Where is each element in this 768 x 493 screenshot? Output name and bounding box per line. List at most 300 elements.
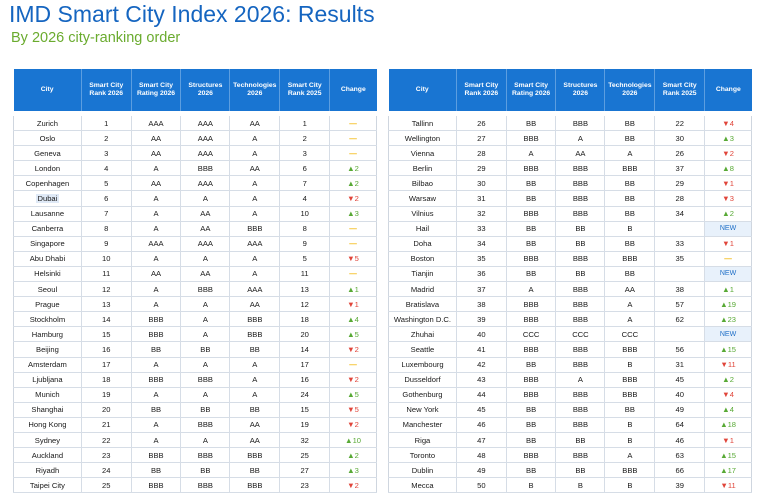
- rank-2025-cell: 27: [280, 463, 330, 478]
- rating-2026-cell: BBB: [131, 312, 181, 327]
- technologies-2026-cell: AA: [605, 282, 655, 297]
- structures-2026-cell: BBB: [181, 282, 230, 297]
- rank-2026-cell: 40: [456, 327, 506, 342]
- table-row: [14, 116, 377, 131]
- rank-2025-cell: 7: [280, 176, 330, 191]
- city-cell: Warsaw: [389, 191, 457, 206]
- structures-2026-cell: BBB: [181, 417, 230, 432]
- rank-2026-cell: 9: [81, 236, 131, 251]
- change-cell: —: [705, 251, 752, 266]
- change-cell: ▲17: [705, 463, 752, 478]
- technologies-2026-cell: BBB: [605, 387, 655, 402]
- table-row: [389, 478, 752, 493]
- structures-2026-cell: BBB: [181, 161, 230, 176]
- rank-2026-cell: 10: [81, 251, 131, 266]
- header-structures-2026: Structures 2026: [556, 69, 605, 111]
- city-cell: New York: [389, 402, 457, 417]
- table-row: [14, 417, 377, 432]
- technologies-2026-cell: B: [605, 478, 655, 493]
- technologies-2026-cell: A: [605, 297, 655, 312]
- rank-2026-cell: 39: [456, 312, 506, 327]
- city-cell: Hail: [389, 221, 457, 236]
- rating-2026-cell: BBB: [506, 372, 556, 387]
- change-cell: ▼2: [330, 372, 377, 387]
- city-cell: Auckland: [14, 448, 82, 463]
- change-cell: ▼2: [330, 191, 377, 206]
- table-row: [14, 266, 377, 281]
- structures-2026-cell: BBB: [556, 161, 605, 176]
- rank-2025-cell: 56: [655, 342, 705, 357]
- structures-2026-cell: A: [181, 357, 230, 372]
- structures-2026-cell: AA: [181, 206, 230, 221]
- rank-2026-cell: 38: [456, 297, 506, 312]
- rating-2026-cell: BB: [131, 463, 181, 478]
- city-cell: Bilbao: [389, 176, 457, 191]
- city-cell: Wellington: [389, 131, 457, 146]
- city-cell: Manchester: [389, 417, 457, 432]
- change-cell: ▼3: [705, 191, 752, 206]
- technologies-2026-cell: B: [605, 417, 655, 432]
- rating-2026-cell: BB: [506, 432, 556, 447]
- rating-2026-cell: AA: [131, 266, 181, 281]
- table-row: [389, 297, 752, 312]
- table-row: [389, 417, 752, 432]
- city-cell: Zhuhai: [389, 327, 457, 342]
- rank-2026-cell: 5: [81, 176, 131, 191]
- rating-2026-cell: AA: [131, 146, 181, 161]
- table-row: [389, 176, 752, 191]
- city-cell: Hamburg: [14, 327, 82, 342]
- change-cell: ▲3: [705, 131, 752, 146]
- rating-2026-cell: BBB: [506, 297, 556, 312]
- city-cell: Riyadh: [14, 463, 82, 478]
- technologies-2026-cell: AAA: [230, 282, 280, 297]
- city-cell: Luxembourg: [389, 357, 457, 372]
- table-row: [14, 131, 377, 146]
- table-row: [389, 387, 752, 402]
- change-cell: NEW: [705, 266, 752, 281]
- rank-2026-cell: 44: [456, 387, 506, 402]
- table-row: [389, 312, 752, 327]
- city-cell: Abu Dhabi: [14, 251, 82, 266]
- technologies-2026-cell: A: [605, 312, 655, 327]
- rank-2026-cell: 27: [456, 131, 506, 146]
- change-cell: ▲8: [705, 161, 752, 176]
- structures-2026-cell: AA: [181, 221, 230, 236]
- rank-2026-cell: 26: [456, 116, 506, 131]
- technologies-2026-cell: A: [230, 191, 280, 206]
- change-cell: ▲15: [705, 342, 752, 357]
- table-row: [14, 251, 377, 266]
- structures-2026-cell: BBB: [556, 417, 605, 432]
- header-rank-2025: Smart City Rank 2025: [280, 69, 330, 111]
- rank-2026-cell: 8: [81, 221, 131, 236]
- rank-2025-cell: 1: [280, 116, 330, 131]
- header-technologies-2026: Technologies 2026: [230, 69, 280, 111]
- rating-2026-cell: BBB: [506, 312, 556, 327]
- table-row: [389, 432, 752, 447]
- structures-2026-cell: BB: [556, 266, 605, 281]
- rank-2026-cell: 19: [81, 387, 131, 402]
- technologies-2026-cell: BB: [605, 176, 655, 191]
- rank-2025-cell: 20: [280, 327, 330, 342]
- change-cell: ▲18: [705, 417, 752, 432]
- table-row: [389, 342, 752, 357]
- rank-2026-cell: 50: [456, 478, 506, 493]
- rank-2025-cell: 13: [280, 282, 330, 297]
- table-row: [14, 221, 377, 236]
- change-cell: ▲23: [705, 312, 752, 327]
- rank-2026-cell: 16: [81, 342, 131, 357]
- rating-2026-cell: A: [131, 221, 181, 236]
- rank-2026-cell: 41: [456, 342, 506, 357]
- structures-2026-cell: BBB: [556, 176, 605, 191]
- structures-2026-cell: BBB: [556, 342, 605, 357]
- change-cell: —: [330, 131, 377, 146]
- rating-2026-cell: BBB: [131, 327, 181, 342]
- technologies-2026-cell: BBB: [230, 327, 280, 342]
- rank-2026-cell: 12: [81, 282, 131, 297]
- rank-2025-cell: 26: [655, 146, 705, 161]
- rank-2026-cell: 17: [81, 357, 131, 372]
- change-cell: ▼5: [330, 251, 377, 266]
- change-cell: ▼4: [705, 116, 752, 131]
- header-row: [389, 69, 752, 111]
- structures-2026-cell: A: [181, 251, 230, 266]
- structures-2026-cell: BB: [556, 221, 605, 236]
- table-row: [14, 478, 377, 493]
- technologies-2026-cell: BB: [230, 463, 280, 478]
- city-cell: Boston: [389, 251, 457, 266]
- table-row: [14, 372, 377, 387]
- rating-2026-cell: A: [131, 417, 181, 432]
- technologies-2026-cell: A: [230, 387, 280, 402]
- table-row: [14, 312, 377, 327]
- header-change: Change: [330, 69, 377, 111]
- city-cell: Vienna: [389, 146, 457, 161]
- city-cell: Stockholm: [14, 312, 82, 327]
- structures-2026-cell: A: [181, 387, 230, 402]
- table-row: [14, 387, 377, 402]
- header-rank-2026: Smart City Rank 2026: [81, 69, 131, 111]
- city-cell: Tallinn: [389, 116, 457, 131]
- rank-2026-cell: 2: [81, 131, 131, 146]
- table-row: [389, 146, 752, 161]
- rank-2025-cell: 19: [280, 417, 330, 432]
- rank-2025-cell: 3: [280, 146, 330, 161]
- technologies-2026-cell: A: [230, 372, 280, 387]
- technologies-2026-cell: BBB: [230, 312, 280, 327]
- rank-2026-cell: 4: [81, 161, 131, 176]
- table-row: [389, 251, 752, 266]
- rank-2026-cell: 32: [456, 206, 506, 221]
- structures-2026-cell: BB: [181, 402, 230, 417]
- table-row: [389, 116, 752, 131]
- rank-2025-cell: 66: [655, 463, 705, 478]
- city-cell: Ljubljana: [14, 372, 82, 387]
- rank-2026-cell: 25: [81, 478, 131, 493]
- change-cell: ▲15: [705, 448, 752, 463]
- structures-2026-cell: BB: [556, 236, 605, 251]
- rank-2025-cell: 29: [655, 176, 705, 191]
- technologies-2026-cell: B: [605, 432, 655, 447]
- structures-2026-cell: BBB: [556, 297, 605, 312]
- technologies-2026-cell: BBB: [605, 463, 655, 478]
- structures-2026-cell: AA: [556, 146, 605, 161]
- change-cell: —: [330, 236, 377, 251]
- technologies-2026-cell: BBB: [230, 448, 280, 463]
- structures-2026-cell: B: [556, 478, 605, 493]
- technologies-2026-cell: BB: [605, 206, 655, 221]
- rank-2026-cell: 13: [81, 297, 131, 312]
- structures-2026-cell: BB: [556, 432, 605, 447]
- technologies-2026-cell: AA: [230, 116, 280, 131]
- city-cell: Seoul: [14, 282, 82, 297]
- structures-2026-cell: AAA: [181, 146, 230, 161]
- table-row: [389, 191, 752, 206]
- rating-2026-cell: BBB: [506, 387, 556, 402]
- change-cell: —: [330, 266, 377, 281]
- structures-2026-cell: A: [181, 432, 230, 447]
- header-rating-2026: Smart City Rating 2026: [131, 69, 181, 111]
- technologies-2026-cell: A: [605, 146, 655, 161]
- table-row: [389, 206, 752, 221]
- header-rank-2026: Smart City Rank 2026: [456, 69, 506, 111]
- rank-2026-cell: 23: [81, 448, 131, 463]
- table-row: [14, 357, 377, 372]
- rating-2026-cell: A: [131, 432, 181, 447]
- rank-2025-cell: 34: [655, 206, 705, 221]
- change-cell: ▼2: [705, 146, 752, 161]
- table-row: [14, 463, 377, 478]
- structures-2026-cell: BBB: [556, 191, 605, 206]
- rating-2026-cell: BBB: [506, 342, 556, 357]
- rating-2026-cell: B: [506, 478, 556, 493]
- rating-2026-cell: BBB: [131, 448, 181, 463]
- structures-2026-cell: AAA: [181, 116, 230, 131]
- technologies-2026-cell: A: [230, 206, 280, 221]
- rating-2026-cell: BBB: [506, 131, 556, 146]
- rating-2026-cell: A: [131, 161, 181, 176]
- rating-2026-cell: BBB: [506, 448, 556, 463]
- structures-2026-cell: BBB: [556, 402, 605, 417]
- rank-2025-cell: 37: [655, 161, 705, 176]
- technologies-2026-cell: BBB: [605, 161, 655, 176]
- table-row: [14, 176, 377, 191]
- table-row: [389, 236, 752, 251]
- table-row: [14, 236, 377, 251]
- structures-2026-cell: BB: [181, 463, 230, 478]
- structures-2026-cell: BBB: [556, 387, 605, 402]
- change-cell: ▲2: [330, 161, 377, 176]
- city-cell: Vilnius: [389, 206, 457, 221]
- technologies-2026-cell: BB: [605, 191, 655, 206]
- rank-2025-cell: 4: [280, 191, 330, 206]
- city-cell: Doha: [389, 236, 457, 251]
- rank-2026-cell: 6: [81, 191, 131, 206]
- page-subtitle: By 2026 city-ranking order: [11, 30, 181, 46]
- rank-2026-cell: 20: [81, 402, 131, 417]
- change-cell: NEW: [705, 327, 752, 342]
- rank-2025-cell: 28: [655, 191, 705, 206]
- city-cell: Sydney: [14, 432, 82, 447]
- city-cell: Dusseldorf: [389, 372, 457, 387]
- rank-2025-cell: 35: [655, 251, 705, 266]
- rating-2026-cell: A: [131, 282, 181, 297]
- technologies-2026-cell: B: [605, 221, 655, 236]
- rank-2025-cell: 63: [655, 448, 705, 463]
- structures-2026-cell: AAA: [181, 131, 230, 146]
- rating-2026-cell: BB: [506, 176, 556, 191]
- rating-2026-cell: BB: [506, 221, 556, 236]
- rank-2026-cell: 34: [456, 236, 506, 251]
- rank-2025-cell: 14: [280, 342, 330, 357]
- rank-2025-cell: 23: [280, 478, 330, 493]
- technologies-2026-cell: AA: [230, 161, 280, 176]
- technologies-2026-cell: BB: [230, 342, 280, 357]
- change-cell: ▲5: [330, 387, 377, 402]
- rank-2026-cell: 11: [81, 266, 131, 281]
- technologies-2026-cell: BB: [605, 116, 655, 131]
- table-row: [14, 448, 377, 463]
- city-cell: Toronto: [389, 448, 457, 463]
- structures-2026-cell: BBB: [181, 372, 230, 387]
- rating-2026-cell: BB: [131, 402, 181, 417]
- technologies-2026-cell: A: [605, 448, 655, 463]
- structures-2026-cell: A: [181, 312, 230, 327]
- rank-2025-cell: 62: [655, 312, 705, 327]
- city-cell: Zurich: [14, 116, 82, 131]
- rank-2025-cell: 6: [280, 161, 330, 176]
- rating-2026-cell: BB: [506, 417, 556, 432]
- city-cell: Copenhagen: [14, 176, 82, 191]
- rating-2026-cell: BBB: [506, 206, 556, 221]
- rating-2026-cell: BBB: [506, 161, 556, 176]
- rank-2025-cell: 49: [655, 402, 705, 417]
- rank-2025-cell: [655, 221, 705, 236]
- change-cell: ▼11: [705, 357, 752, 372]
- table-row: [389, 327, 752, 342]
- table-row: [389, 463, 752, 478]
- header-rating-2026: Smart City Rating 2026: [506, 69, 556, 111]
- structures-2026-cell: A: [181, 327, 230, 342]
- technologies-2026-cell: AA: [230, 297, 280, 312]
- rank-2025-cell: 2: [280, 131, 330, 146]
- table-row: [14, 432, 377, 447]
- change-cell: ▲19: [705, 297, 752, 312]
- rank-2026-cell: 43: [456, 372, 506, 387]
- technologies-2026-cell: AA: [230, 417, 280, 432]
- rank-2026-cell: 21: [81, 417, 131, 432]
- change-cell: ▲3: [330, 463, 377, 478]
- technologies-2026-cell: B: [605, 357, 655, 372]
- technologies-2026-cell: BBB: [605, 342, 655, 357]
- header-city: City: [389, 69, 457, 111]
- rank-2025-cell: 10: [280, 206, 330, 221]
- structures-2026-cell: BB: [556, 463, 605, 478]
- change-cell: ▲4: [330, 312, 377, 327]
- rating-2026-cell: A: [506, 282, 556, 297]
- rating-2026-cell: BB: [506, 266, 556, 281]
- rating-2026-cell: BBB: [131, 372, 181, 387]
- city-cell: Berlin: [389, 161, 457, 176]
- rank-2026-cell: 1: [81, 116, 131, 131]
- change-cell: ▼1: [705, 432, 752, 447]
- rank-2025-cell: 30: [655, 131, 705, 146]
- change-cell: NEW: [705, 221, 752, 236]
- city-cell: Seattle: [389, 342, 457, 357]
- table-row: [389, 357, 752, 372]
- structures-2026-cell: BBB: [181, 478, 230, 493]
- rank-2025-cell: 40: [655, 387, 705, 402]
- table-row: [14, 402, 377, 417]
- rating-2026-cell: BB: [506, 236, 556, 251]
- city-cell: Madrid: [389, 282, 457, 297]
- rank-2025-cell: 39: [655, 478, 705, 493]
- rating-2026-cell: A: [506, 146, 556, 161]
- rank-2025-cell: 31: [655, 357, 705, 372]
- city-cell: Lausanne: [14, 206, 82, 221]
- rank-2026-cell: 24: [81, 463, 131, 478]
- change-cell: ▼2: [330, 478, 377, 493]
- rank-2026-cell: 45: [456, 402, 506, 417]
- technologies-2026-cell: BBB: [230, 221, 280, 236]
- city-cell: Beijing: [14, 342, 82, 357]
- rank-2025-cell: 57: [655, 297, 705, 312]
- rating-2026-cell: BB: [506, 116, 556, 131]
- rank-2026-cell: 42: [456, 357, 506, 372]
- rating-2026-cell: BBB: [506, 251, 556, 266]
- rating-2026-cell: BB: [506, 402, 556, 417]
- rating-2026-cell: A: [131, 206, 181, 221]
- table-row: [389, 131, 752, 146]
- table-row: [14, 282, 377, 297]
- structures-2026-cell: BBB: [556, 282, 605, 297]
- rank-2025-cell: 18: [280, 312, 330, 327]
- change-cell: ▲2: [705, 372, 752, 387]
- change-cell: ▲1: [330, 282, 377, 297]
- table-row: [14, 161, 377, 176]
- city-highlight: Dubai: [37, 194, 58, 204]
- header-structures-2026: Structures 2026: [181, 69, 230, 111]
- rank-2025-cell: 33: [655, 236, 705, 251]
- rank-2026-cell: 22: [81, 432, 131, 447]
- technologies-2026-cell: A: [230, 176, 280, 191]
- technologies-2026-cell: BB: [230, 402, 280, 417]
- change-cell: ▲4: [705, 402, 752, 417]
- structures-2026-cell: AA: [181, 266, 230, 281]
- city-cell: Washington D.C.: [389, 312, 457, 327]
- rating-2026-cell: AAA: [131, 116, 181, 131]
- technologies-2026-cell: BB: [605, 236, 655, 251]
- city-cell: [14, 191, 82, 206]
- structures-2026-cell: BBB: [556, 448, 605, 463]
- city-cell: Helsinki: [14, 266, 82, 281]
- table-row: [14, 191, 377, 206]
- city-cell: Gothenburg: [389, 387, 457, 402]
- technologies-2026-cell: A: [230, 251, 280, 266]
- technologies-2026-cell: BB: [605, 266, 655, 281]
- rank-2025-cell: 38: [655, 282, 705, 297]
- structures-2026-cell: A: [181, 191, 230, 206]
- change-cell: ▲10: [330, 432, 377, 447]
- table-row: [389, 372, 752, 387]
- table-row: [14, 327, 377, 342]
- rating-2026-cell: BB: [506, 357, 556, 372]
- rank-2025-cell: 32: [280, 432, 330, 447]
- rating-2026-cell: AAA: [131, 236, 181, 251]
- table-row: [14, 206, 377, 221]
